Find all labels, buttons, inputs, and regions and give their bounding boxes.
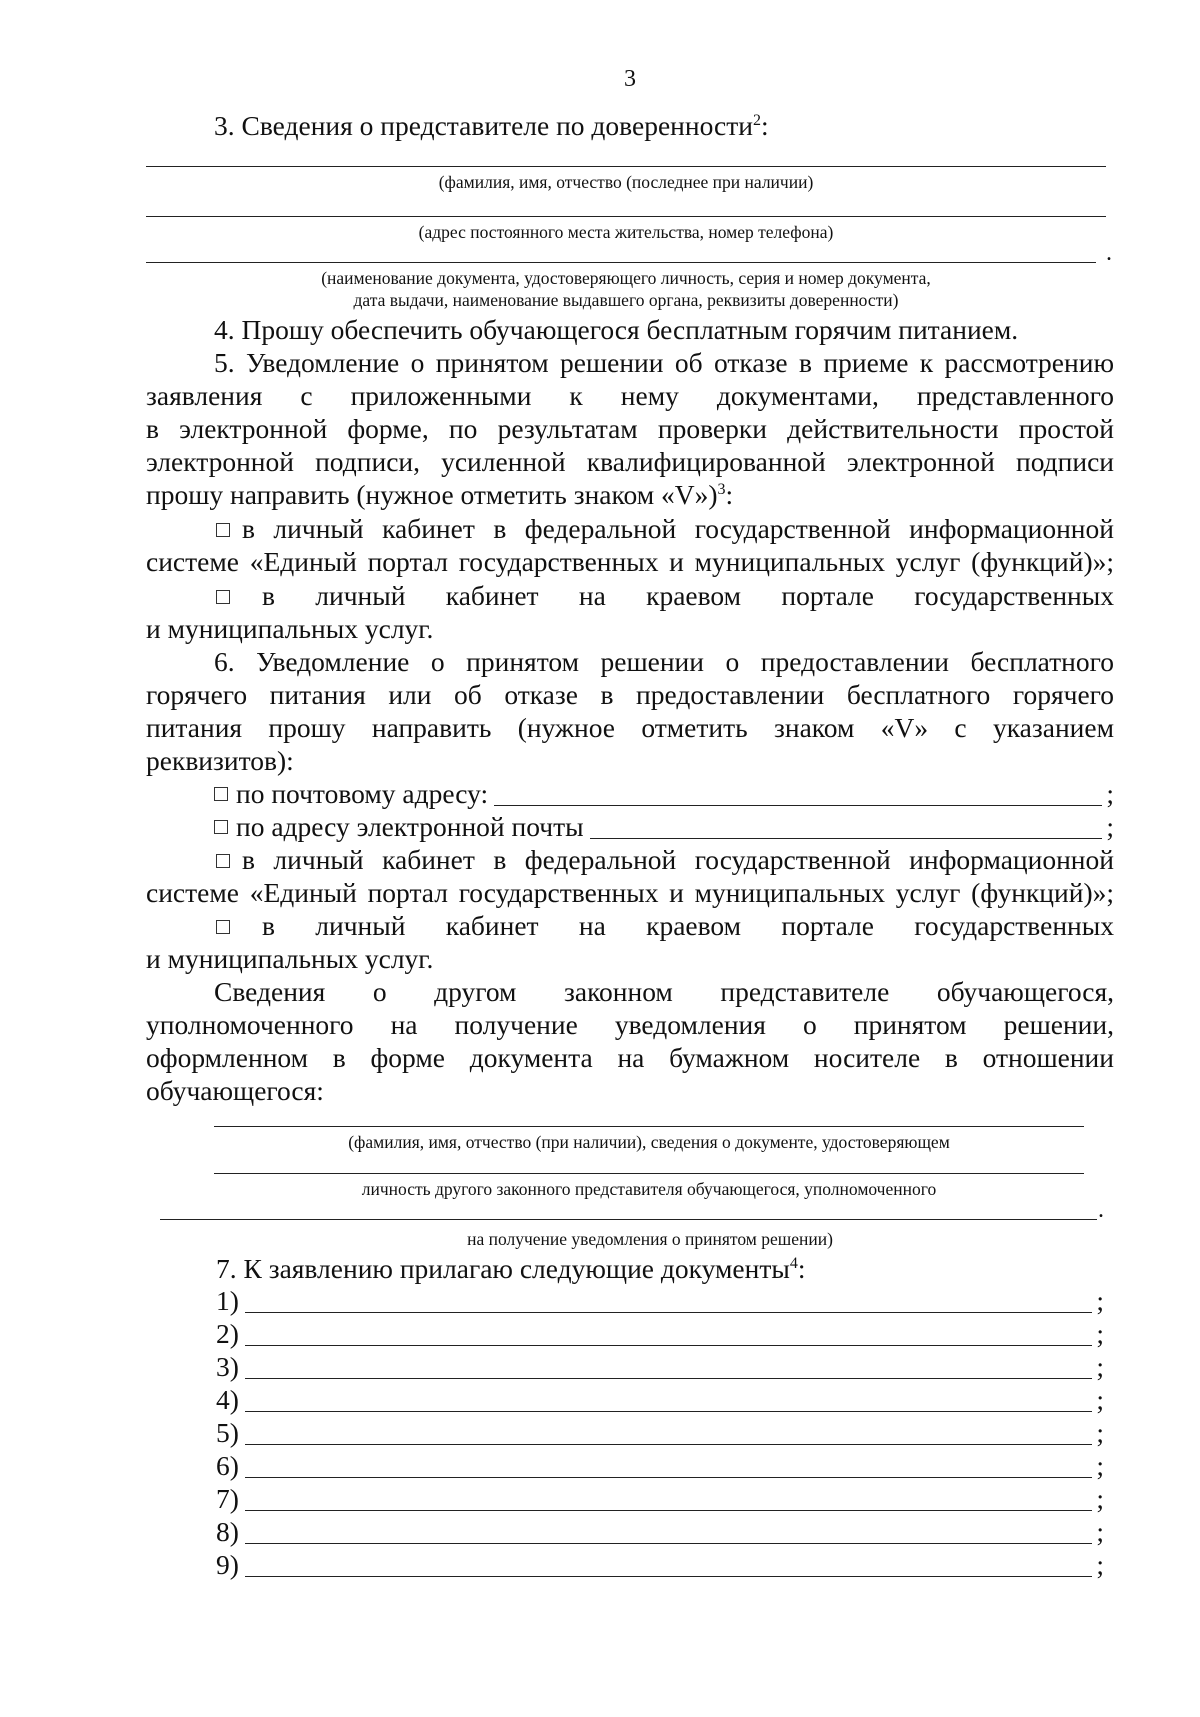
document-item-number: 7): [216, 1483, 239, 1514]
document-item-number: 3): [216, 1351, 239, 1382]
section6-option1-checkbox-row: [216, 843, 230, 876]
postal-address-row: [214, 777, 1114, 810]
section5-option1-line1: в личный кабинет в федеральной государственной информационной: [242, 513, 1114, 544]
document-item-number: 2): [216, 1318, 239, 1349]
document-item-field[interactable]: [245, 1387, 1092, 1412]
section5-option1-checkbox[interactable]: [216, 523, 230, 537]
section6-option2-checkbox[interactable]: [216, 920, 230, 934]
section6-option2-line1: в личный кабинет на краевом портале государственных: [262, 910, 1114, 941]
email-address-row: [214, 810, 1114, 843]
section7-title-text: 7. К заявлению прилагаю следующие документы: [216, 1253, 790, 1284]
section6-option2-checkbox-row: [216, 909, 230, 942]
section3-title: [214, 109, 769, 142]
section5-option2-line2: и муниципальных услуг.: [146, 613, 434, 644]
section3-colon: :: [760, 110, 769, 141]
footnote-2: 2: [752, 111, 761, 129]
section5-option1-checkbox-row: [216, 512, 230, 545]
rep-address-caption: (адрес постоянного места жительства, номер телефона): [418, 222, 834, 242]
document-item-row: [216, 1482, 1104, 1515]
other-rep-line3: оформленном в форме документа на бумажном носителе в отношении: [146, 1042, 1114, 1073]
document-item-row: [216, 1350, 1104, 1383]
email-address-field[interactable]: [590, 814, 1103, 839]
document-item-row: [216, 1383, 1104, 1416]
document-item-field[interactable]: [245, 1354, 1092, 1379]
rep-document-field[interactable]: [146, 262, 1096, 263]
document-item-end: ;: [1096, 1516, 1104, 1547]
other-rep-field-1[interactable]: [214, 1126, 1084, 1127]
document-item-number: 9): [216, 1549, 239, 1580]
document-item-number: 5): [216, 1417, 239, 1448]
document-item-row: [216, 1416, 1104, 1449]
document-item-number: 1): [216, 1285, 239, 1316]
section5-option1-line2: системе «Единый портал государственных и муниципальных услуг (функций)»;: [146, 546, 1114, 577]
footnote-4: 4: [789, 1254, 798, 1272]
section4-text: 4. Прошу обеспечить обучающегося бесплатным горячим питанием.: [214, 314, 1019, 345]
document-item-field[interactable]: [245, 1420, 1092, 1445]
rep-address-field[interactable]: [146, 216, 1106, 217]
document-item-number: 4): [216, 1384, 239, 1415]
section5-line5: [146, 478, 733, 511]
section6-line3: питания прошу направить (нужное отметить знаком «V» с указанием: [146, 712, 1114, 743]
document-item-end: ;: [1096, 1450, 1104, 1481]
document-item-row: [216, 1317, 1104, 1350]
document-item-end: ;: [1096, 1549, 1104, 1580]
section6-option1-line1: в личный кабинет в федеральной государственной информационной: [242, 844, 1114, 875]
other-rep-caption-2: личность другого законного представителя обучающегося, уполномоченного: [361, 1179, 937, 1199]
document-item-row: [216, 1284, 1104, 1317]
section5-line4: электронной подписи, усиленной квалифицированной электронной подписи: [146, 446, 1114, 477]
section6-line4: реквизитов):: [146, 745, 294, 776]
other-rep-field-2[interactable]: [214, 1173, 1084, 1174]
rep-document-end-dot: .: [1106, 240, 1112, 266]
other-rep-field-3[interactable]: [160, 1219, 1097, 1220]
page-number: 3: [624, 66, 636, 92]
section5-line1: 5. Уведомление о принятом решении об отказе в приеме к рассмотрению: [214, 347, 1114, 378]
document-item-end: ;: [1096, 1417, 1104, 1448]
document-item-field[interactable]: [245, 1519, 1092, 1544]
document-item-end: ;: [1096, 1285, 1104, 1316]
rep-document-caption-line1: (наименование документа, удостоверяющего личность, серия и номер документа,: [321, 268, 931, 288]
postal-address-end: ;: [1106, 778, 1114, 809]
rep-document-caption-line2: дата выдачи, наименование выдавшего органа, реквизиты доверенности): [353, 290, 899, 310]
rep-name-field[interactable]: [146, 166, 1106, 167]
document-item-end: ;: [1096, 1384, 1104, 1415]
document-item-row: [216, 1515, 1104, 1548]
postal-address-label: по почтовому адресу:: [236, 778, 489, 809]
document-item-field[interactable]: [245, 1321, 1092, 1346]
document-item-end: ;: [1096, 1483, 1104, 1514]
document-item-field[interactable]: [245, 1453, 1092, 1478]
other-rep-end-dot: .: [1098, 1197, 1104, 1223]
footnote-3: 3: [717, 480, 726, 498]
section6-line1: 6. Уведомление о принятом решении о предоставлении бесплатного: [214, 646, 1114, 677]
email-address-checkbox[interactable]: [214, 820, 228, 834]
section5-option2-line1: в личный кабинет на краевом портале государственных: [262, 580, 1114, 611]
section6-option1-checkbox[interactable]: [216, 854, 230, 868]
email-address-end: ;: [1106, 811, 1114, 842]
document-item-field[interactable]: [245, 1486, 1092, 1511]
section5-line5-text: прошу направить (нужное отметить знаком «V»): [146, 479, 718, 510]
postal-address-checkbox[interactable]: [214, 787, 228, 801]
email-address-label: по адресу электронной почты: [236, 811, 584, 842]
other-rep-line2: уполномоченного на получение уведомления о принятом решении,: [146, 1009, 1114, 1040]
section5-line3: в электронной форме, по результатам проверки действительности простой: [146, 413, 1114, 444]
other-rep-line4: обучающегося:: [146, 1075, 324, 1106]
section7-colon: :: [797, 1253, 806, 1284]
other-rep-caption-1: (фамилия, имя, отчество (при наличии), сведения о документе, удостоверяющем: [348, 1132, 950, 1152]
section6-line2: горячего питания или об отказе в предоставлении бесплатного горячего: [146, 679, 1114, 710]
other-rep-line1: Сведения о другом законном представителе обучающегося,: [214, 976, 1114, 1007]
section6-option2-line2: и муниципальных услуг.: [146, 943, 434, 974]
document-item-end: ;: [1096, 1318, 1104, 1349]
section6-option1-line2: системе «Единый портал государственных и муниципальных услуг (функций)»;: [146, 877, 1114, 908]
other-rep-caption-3: на получение уведомления о принятом решении): [467, 1229, 833, 1249]
section5-line2: заявления с приложенными к нему документами, представленного: [146, 380, 1114, 411]
section7-title: [216, 1252, 805, 1285]
document-item-number: 6): [216, 1450, 239, 1481]
section5-line5-end: :: [725, 479, 734, 510]
rep-name-caption: (фамилия, имя, отчество (последнее при наличии): [438, 172, 814, 192]
document-item-number: 8): [216, 1516, 239, 1547]
section5-option2-checkbox-row: [216, 579, 230, 612]
document-item-row: [216, 1548, 1104, 1581]
postal-address-field[interactable]: [494, 781, 1102, 806]
document-item-field[interactable]: [245, 1552, 1092, 1577]
document-item-row: [216, 1449, 1104, 1482]
document-item-field[interactable]: [245, 1288, 1092, 1313]
section3-title-text: 3. Сведения о представителе по доверенности: [214, 110, 753, 141]
section5-option2-checkbox[interactable]: [216, 590, 230, 604]
document-item-end: ;: [1096, 1351, 1104, 1382]
